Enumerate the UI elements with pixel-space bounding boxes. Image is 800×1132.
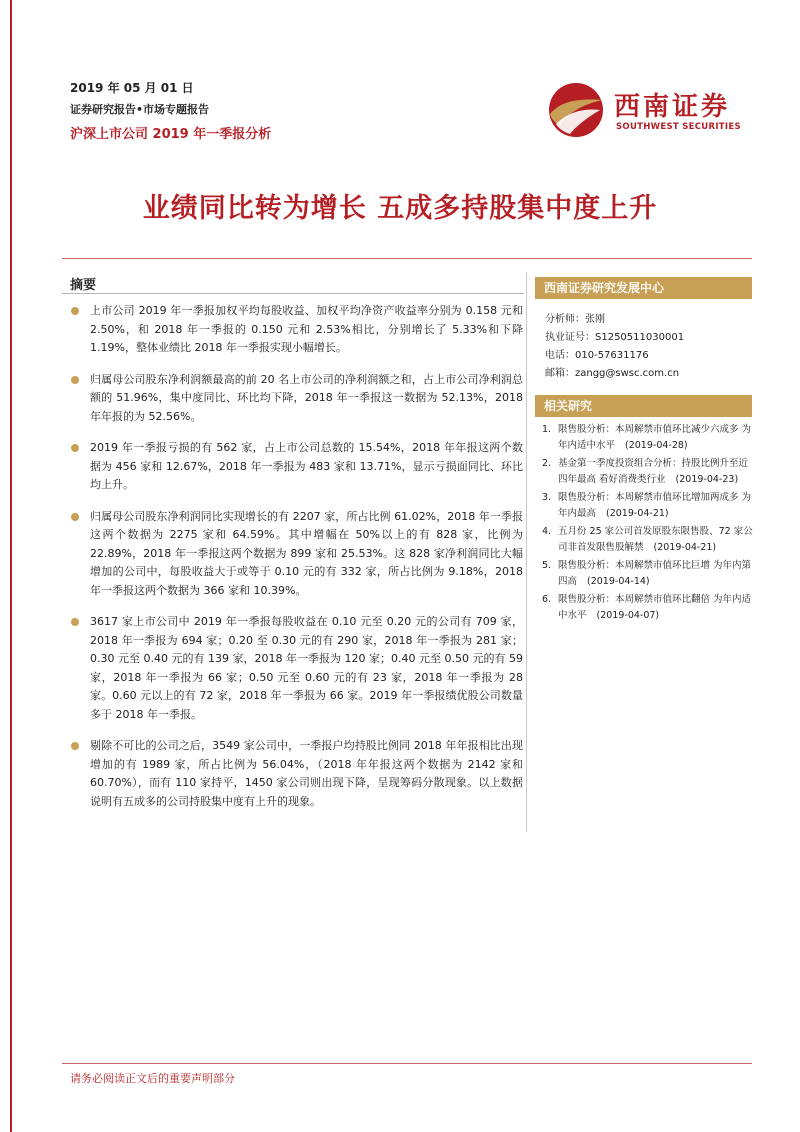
summary-item [68,439,523,495]
bullet-dot-icon [71,444,79,452]
related-item-number: 1. [542,424,552,435]
related-item-date: (2019-04-23) [675,474,739,485]
related-item-title: 基金第一季度投资组合分析：持股比例升至近四年最高 看好消费类行业 [558,458,749,485]
summary-text: 归属母公司股东净利润额最高的前 20 名上市公司的净利润额之和，占上市公司净利润总额的 51.96%，集中度同比、环比均下降，2018 年一季报这一数据为 52.13%，2018 年年报的为 52.56%。 [90,372,523,423]
footer-disclaimer: 请务必阅读正文后的重要声明部分 [70,1072,235,1085]
logo-english-name: SOUTHWEST SECURITIES [616,122,741,132]
summary-text: 3617 家上市公司中 2019 年一季报每股收益在 0.10 元至 0.20 元的公司有 709 家，2018 年一季报为 694 家；0.20 至 0.30 元的有 290 家，2018 年一季报为 281 家；0.30 元至 0.40 元的有 139 家，2018 年一季报为 120 家；0.40 元至 0.50 元的有 59 家，2018 年一季报为 66 家；0.50 元至 0.60 元的有 23 家，2018 年一季报为 28 家。0.60 元以上的有 72 家，2018 年一季报为 66 家。2019 年一季报绩优股公司数量多于 2018 年一季报。 [90,615,523,721]
related-item[interactable] [540,592,755,624]
logo-mark-icon [546,80,606,140]
summary-item [68,508,523,601]
research-center-header: 西南证券研究发展中心 [535,277,752,299]
related-item-number: 5. [542,560,552,571]
summary-text: 归属母公司股东净利润同比实现增长的有 2207 家，所占比例 61.02%，2018 年一季报这两个数据为 2275 家和 64.59%。其中增幅在 50%以上的有 828 家，比例为 22.89%，2018 年一季报这两个数据为 899 家和 25.53%。这 828 家净利润同比大幅增加的公司中，每股收益大于或等于 0.10 元的有 332 家，所占比例为 9.18%，2018 年一季报这两个数据为 366 家和 10.39%。 [90,509,523,597]
related-item-number: 3. [542,492,552,503]
company-logo [546,78,746,142]
analyst-name: 分析师：张刚 [545,314,605,325]
bullet-dot-icon [71,618,79,626]
related-item-date: (2019-04-21) [653,542,717,553]
related-item-date: (2019-04-14) [587,576,650,587]
footer-divider [62,1063,752,1064]
summary-item [68,302,523,358]
left-margin-rule [10,0,12,1132]
page-title: 业绩同比转为增长 五成多持股集中度上升 [142,193,658,224]
related-item-title: 限售股分析：本周解禁市值环比巨增 为年内第四高 [558,560,752,587]
related-item[interactable] [540,456,755,488]
bullet-dot-icon [71,376,79,384]
summary-text: 2019 年一季报亏损的有 562 家，占上市公司总数的 15.54%，2018 年年报这两个数据为 456 家和 12.67%，2018 年一季报为 483 家和 13.71%，显示亏损面同比、环比均上升。 [90,441,523,491]
summary-text: 剔除不可比的公司之后，3549 家公司中，一季报户均持股比例同 2018 年年报相比出现增加的有 1989 家，所占比例为 56.04%，（2018 年年报这两个数据为 2142 家和 60.70%），而有 110 家持平，1450 家公司则出现下降，呈现筹码分散现象。以上数据说明有五成多的公司持股集中度有上升的现象。 [90,739,523,808]
summary-divider [62,293,524,294]
summary-heading: 摘要 [70,278,97,293]
bullet-dot-icon [71,742,79,750]
related-item-number: 2. [542,458,552,469]
summary-item [68,737,523,811]
bullet-dot-icon [71,307,79,315]
analyst-email[interactable]: 邮箱：zangg@swsc.com.cn [545,368,680,379]
related-item[interactable] [540,524,755,556]
summary-item [68,613,523,724]
related-item[interactable] [540,422,755,454]
analyst-license: 执业证号：S1250511030001 [545,332,685,343]
summary-text: 上市公司 2019 年一季报加权平均每股收益、加权平均净资产收益率分别为 0.158 元和 2.50%，和 2018 年一季报的 0.150 元和 2.53%相比，分别增长了 5.33%和下降 1.19%，整体业绩比 2018 年一季报实现小幅增长。 [90,304,523,354]
column-divider [526,272,527,832]
related-item-number: 4. [542,526,552,537]
related-item-date: (2019-04-07) [596,610,660,621]
related-item-title: 限售股分析：本周解禁市值环比减少六成多 为年内适中水平 [558,424,752,451]
title-divider [62,258,752,259]
report-type: 证券研究报告•市场专题报告 [70,103,210,116]
analyst-phone: 电话：010-57631176 [545,350,649,361]
report-date: 2019 年 05 月 01 日 [70,81,194,95]
report-series: 沪深上市公司 2019 年一季报分析 [70,127,272,142]
related-item[interactable] [540,490,755,522]
related-research-list [540,422,755,626]
summary-item [68,371,523,427]
summary-list [68,302,523,824]
related-item-title: 五月份 25 家公司首发原股东限售股、72 家公司非首发限售股解禁 [558,526,753,553]
analyst-info [545,311,684,383]
logo-chinese-name: 西南证券 [614,92,731,122]
related-research-header: 相关研究 [535,395,752,417]
related-item-title: 限售股分析：本周解禁市值环比翻倍 为年内适中水平 [558,594,752,621]
related-item[interactable] [540,558,755,590]
related-item-date: (2019-04-28) [625,440,688,451]
related-item-number: 6. [542,594,552,605]
bullet-dot-icon [71,513,79,521]
related-item-date: (2019-04-21) [606,508,669,519]
related-item-title: 限售股分析：本周解禁市值环比增加两成多 为年内最高 [558,492,752,519]
